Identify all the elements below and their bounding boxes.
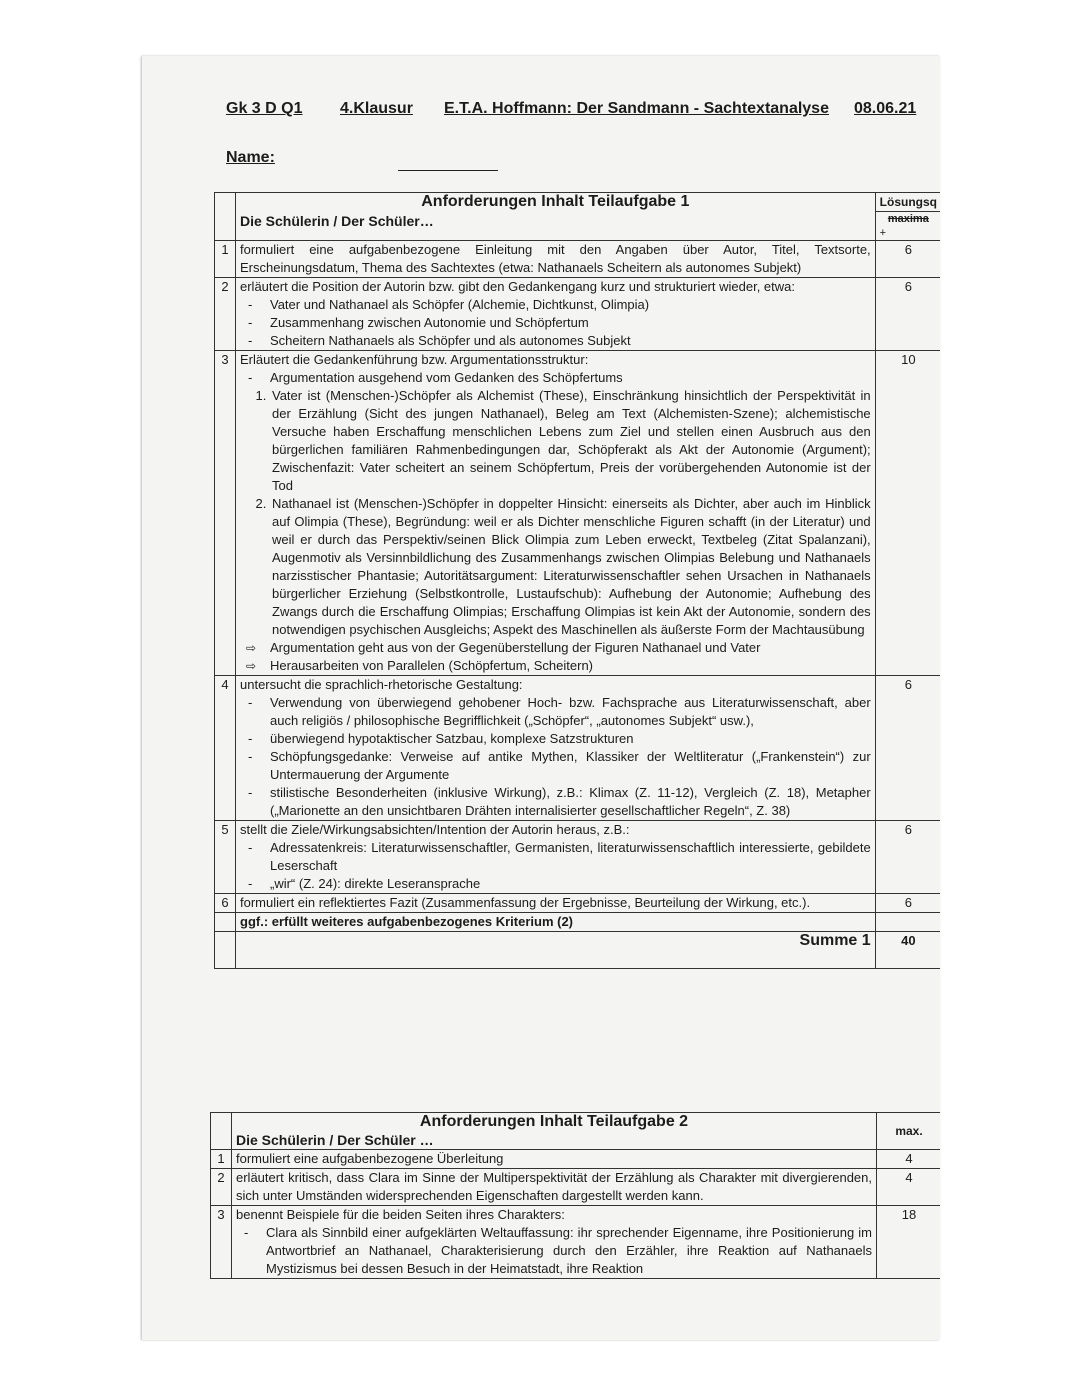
criterion-points: 18: [877, 1206, 941, 1279]
sum-label: Summe 1: [236, 932, 876, 969]
bullet-list: [240, 694, 871, 820]
bullet-list: [240, 839, 871, 893]
list-item: - Clara als Sinnbild einer aufgeklärten Weltauffassung: ihr sprechender Eigenname, ihre Positionierung im Antwortbrief an Nathanael, Charakterisierung durch den Erzähler, ihre Reaktion auf Nathanaels Mystizismus bei dessen Besuch in der Heimatstadt, ihre Reaktion: [266, 1224, 872, 1278]
list-item: - Vater und Nathanael als Schöpfer (Alchemie, Dichtkunst, Olimpia): [270, 296, 871, 314]
criterion-text: formuliert ein reflektiertes Fazit (Zusammenfassung der Ergebnisse, Beurteilung der Wirkung, etc.).: [236, 894, 876, 913]
list-item: ⇨ Argumentation geht aus von der Gegenüberstellung der Figuren Nathanael und Vater: [270, 639, 871, 657]
criteria-table-1: [214, 192, 940, 969]
table-row: 5 stellt die Ziele/Wirkungsabsichten/Intention der Autorin heraus, z.B.: - Adressatenkreis: Literaturwissenschaftler, Germanisten, literaturwissenschaftlich interessierte, gebildete Leserschaft - „wir“ (Z. 24): direkte Leseransprache 6: [215, 821, 941, 894]
list-item: - Schöpfungsgedanke: Verweise auf antike Mythen, Klassiker der Weltliteratur („Frankenstein“) zur Untermauerung der Argumente: [270, 748, 871, 784]
name-line: [398, 170, 498, 171]
course-label: Gk 3 D Q1: [226, 100, 303, 117]
date-label: 08.06.21: [854, 100, 917, 117]
criterion-points: 6: [875, 278, 940, 351]
criterion-points: 10: [875, 351, 940, 676]
table-row: [215, 913, 941, 932]
extra-criterion: ggf.: erfüllt weiteres aufgabenbezogenes Kriterium (2): [236, 913, 876, 932]
list-item: - überwiegend hypotaktischer Satzbau, komplexe Satzstrukturen: [270, 730, 871, 748]
criterion-points: 6: [875, 676, 940, 821]
bullet-list: [240, 296, 871, 350]
list-item: - Argumentation ausgehend vom Gedanken des Schöpfertums: [270, 369, 871, 387]
criterion-text: Erläutert die Gedankenführung bzw. Argumentationsstruktur:: [240, 352, 589, 367]
criterion-points: 6: [875, 241, 940, 278]
list-item: - stilistische Besonderheiten (inklusive Wirkung), z.B.: Klimax (Z. 11-12), Vergleich (Z. 18), Metapher („Marionette an den unsichtbaren Drähten internalisierter gesellschaftlicher Regeln“, Z. 38): [270, 784, 871, 820]
exam-label: 4.Klausur: [340, 100, 413, 117]
points-subheader: maxima: [887, 213, 929, 225]
arrow-list: [240, 639, 871, 675]
name-label: Name:: [226, 149, 275, 166]
list-item: - „wir“ (Z. 24): direkte Leseransprache: [270, 875, 871, 893]
list-item: - Scheitern Nathanaels als Schöpfer und als autonomes Subjekt: [270, 332, 871, 350]
criterion-points: 4: [877, 1169, 941, 1206]
list-item: 2. Nathanael ist (Menschen-)Schöpfer in doppelter Hinsicht: einerseits als Dichter, aber auch im Hinblick auf Olimpia (These), Begründung: weil er als Dichter menschliche Figuren schafft (in der Literatur) und weil er durch das Perspektiv/seinen Blick Olimpia zum Leben erweckt, Textbeleg (Zitat Spalanzani), Augenmotiv als Versinnbildlichung des Zusammenhangs zwischen Olimpias Belebung und Nathanaels narzisstischer Phantasie; Autoritätsargument: Literaturwissenschaftler sehen Ursachen in Nathanaels bürgerlicher Erziehung (Selbstkontrolle, Lustaufschub): Aufhebung der Autonomie; Aufhebung des Zwangs durch die Erschaffung Olimpias; Erschaffung Olimpias ist kein Akt der Autonomie, sondern des notwendigen psychischen Ausgleichs; Aspekt des Maschinellen als äußerste Form der Machtausübung: [270, 495, 871, 639]
list-item: - Zusammenhang zwischen Autonomie und Schöpfertum: [270, 314, 871, 332]
table-row: 2 erläutert kritisch, dass Clara im Sinne der Multiperspektivität der Erzählung als Charakter mit divergierenden, sich unter Umständen widersprechenden Eigenschaften dargestellt werden kann. 4: [211, 1169, 941, 1206]
criterion-points: 6: [875, 894, 940, 913]
criterion-points: 4: [877, 1150, 941, 1169]
numbered-list: [240, 387, 871, 639]
exam-sheet: [142, 56, 940, 1340]
table-header-row: [215, 193, 941, 212]
list-item: ⇨ Herausarbeiten von Parallelen (Schöpfertum, Scheitern): [270, 657, 871, 675]
section-title: Anforderungen Inhalt Teilaufgabe 1: [421, 193, 690, 210]
table-row: 3 Erläutert die Gedankenführung bzw. Argumentationsstruktur: - Argumentation ausgehend vom Gedanken des Schöpfertums 1. Vater ist (Menschen-)Schöpfer als Alchemist (These), Einschränkung hinsichtlich der Perspektivität in der Erzählung (Sicht des jungen Nathanael), Beleg am Text (Alchemisten-Szene); alchemistische Versuche haben Erschaffung menschlichen Lebens zum Ziel und stellen einen Ausbruch aus den bürgerlichen familiären Rahmenbedingungen dar, Schöpferakt als Akt der Autonomie (Argument); Zwischenfazit: Vater scheitert an seinem Schöpfertum, Preis der vorübergehenden Autonomie ist der Tod 2. Nathanael ist (Menschen-)Schöpfer in doppelter Hinsicht: einerseits als Dichter, aber auch im Hinblick auf Olimpia (These), Begründung: weil er als Dichter menschliche Figuren schafft (in der Literatur) und weil er durch das Perspektiv/seinen Blick Olimpia zum Leben erweckt, Textbeleg (Zitat Spalanzani), Augenmotiv als Versinnbildlichung des Zusammenhangs zwischen Olimpias Belebung und Nathanaels narzisstischer Phantasie; Autoritätsargument: Literaturwissenschaftler sehen Ursachen in Nathanaels bürgerlicher Erziehung (Selbstkontrolle, Lustaufschub): Aufhebung der Autonomie; Aufhebung des Zwangs durch die Erschaffung Olimpias; Erschaffung Olimpias ist kein Akt der Autonomie, sondern des notwendigen psychischen Ausgleichs; Aspekt des Maschinellen als äußerste Form der Machtausübung ⇨ Argumentation geht aus von der Gegenüberstellung der Figuren Nathanael und Vater ⇨ Herausarbeiten von Parallelen (Schöpfertum, Scheitern) 10: [215, 351, 941, 676]
list-item: - Adressatenkreis: Literaturwissenschaftler, Germanisten, literaturwissenschaftlich interessierte, gebildete Leserschaft: [270, 839, 871, 875]
topic-label: E.T.A. Hoffmann: Der Sandmann - Sachtextanalyse: [444, 100, 829, 117]
criterion-text: benennt Beispiele für die beiden Seiten ihres Charakters:: [236, 1207, 565, 1222]
criterion-text: formuliert eine aufgabenbezogene Überleitung: [232, 1150, 877, 1169]
table-header-row: [211, 1113, 941, 1132]
table-row: 4 untersucht die sprachlich-rhetorische Gestaltung: - Verwendung von überwiegend gehobener Hoch- bzw. Fachsprache aus Literaturwissenschaft, aber auch religiös / philosophische Begrifflichkeit („Schöpfer“, „autonomes Subjekt“ usw.), - überwiegend hypotaktischer Satzbau, komplexe Satzstrukturen - Schöpfungsgedanke: Verweise auf antike Mythen, Klassiker der Weltliteratur („Frankenstein“) zur Untermauerung der Argumente - stilistische Besonderheiten (inklusive Wirkung), z.B.: Klimax (Z. 11-12), Vergleich (Z. 18), Metapher („Marionette an den unsichtbaren Drähten internalisierter gesellschaftlicher Regeln“, Z. 38) 6: [215, 676, 941, 821]
criterion-text: erläutert kritisch, dass Clara im Sinne der Multiperspektivität der Erzählung als Charakter mit divergierenden, sich unter Umständen widersprechenden Eigenschaften dargestellt werden kann.: [232, 1169, 877, 1206]
criterion-text: erläutert die Position der Autorin bzw. gibt den Gedankengang kurz und strukturiert wieder, etwa:: [240, 279, 795, 294]
points-header: max.: [895, 1124, 923, 1138]
section-title: Anforderungen Inhalt Teilaufgabe 2: [419, 1113, 689, 1130]
bullet-list: [240, 369, 871, 387]
table-row: 2 erläutert die Position der Autorin bzw. gibt den Gedankengang kurz und strukturiert wieder, etwa: - Vater und Nathanael als Schöpfer (Alchemie, Dichtkunst, Olimpia) - Zusammenhang zwischen Autonomie und Schöpfertum - Scheitern Nathanaels als Schöpfer und als autonomes Subjekt 6: [215, 278, 941, 351]
table-row: 1 formuliert eine aufgabenbezogene Überleitung 4: [211, 1150, 941, 1169]
points-header: Lösungsq: [879, 195, 937, 209]
criterion-points: 6: [875, 821, 940, 894]
section-subtitle: Die Schülerin / Der Schüler…: [240, 212, 434, 229]
bullet-list: [236, 1224, 872, 1278]
table-row: 1 formuliert eine aufgabenbezogene Einleitung mit den Angaben über Autor, Titel, Textsorte, Erscheinungsdatum, Thema des Sachtextes (etwa: Nathanaels Scheitern als autonomes Subjekt) 6: [215, 241, 941, 278]
points-plus: +: [879, 227, 887, 239]
section-subtitle: Die Schülerin / Der Schüler …: [236, 1132, 434, 1148]
criterion-text: untersucht die sprachlich-rhetorische Gestaltung:: [240, 677, 523, 692]
sum-row: [215, 932, 941, 969]
list-item: - Verwendung von überwiegend gehobener Hoch- bzw. Fachsprache aus Literaturwissenschaft, aber auch religiös / philosophische Begrifflichkeit („Schöpfer“, „autonomes Subjekt“ usw.),: [270, 694, 871, 730]
sum-value: 40: [875, 932, 940, 969]
table-row: 6 formuliert ein reflektiertes Fazit (Zusammenfassung der Ergebnisse, Beurteilung der Wirkung, etc.). 6: [215, 894, 941, 913]
list-item: 1. Vater ist (Menschen-)Schöpfer als Alchemist (These), Einschränkung hinsichtlich der Perspektivität in der Erzählung (Sicht des jungen Nathanael), Beleg am Text (Alchemisten-Szene); alchemistische Versuche haben Erschaffung menschlichen Lebens zum Ziel und stellen einen Ausbruch aus den bürgerlichen familiären Rahmenbedingungen dar, Schöpferakt als Akt der Autonomie (Argument); Zwischenfazit: Vater scheitert an seinem Schöpfertum, Preis der vorübergehenden Autonomie ist der Tod: [270, 387, 871, 495]
criteria-table-2: [210, 1112, 940, 1279]
criterion-text: stellt die Ziele/Wirkungsabsichten/Intention der Autorin heraus, z.B.:: [240, 822, 630, 837]
criterion-text: formuliert eine aufgabenbezogene Einleitung mit den Angaben über Autor, Titel, Textsorte, Erscheinungsdatum, Thema des Sachtextes (etwa: Nathanaels Scheitern als autonomes Subjekt): [236, 241, 876, 278]
table-row: 3 benennt Beispiele für die beiden Seiten ihres Charakters: - Clara als Sinnbild einer aufgeklärten Weltauffassung: ihr sprechender Eigenname, ihre Positionierung im Antwortbrief an Nathanael, Charakterisierung durch den Erzähler, ihre Reaktion auf Nathanaels Mystizismus bei dessen Besuch in der Heimatstadt, ihre Reaktion 18: [211, 1206, 941, 1279]
